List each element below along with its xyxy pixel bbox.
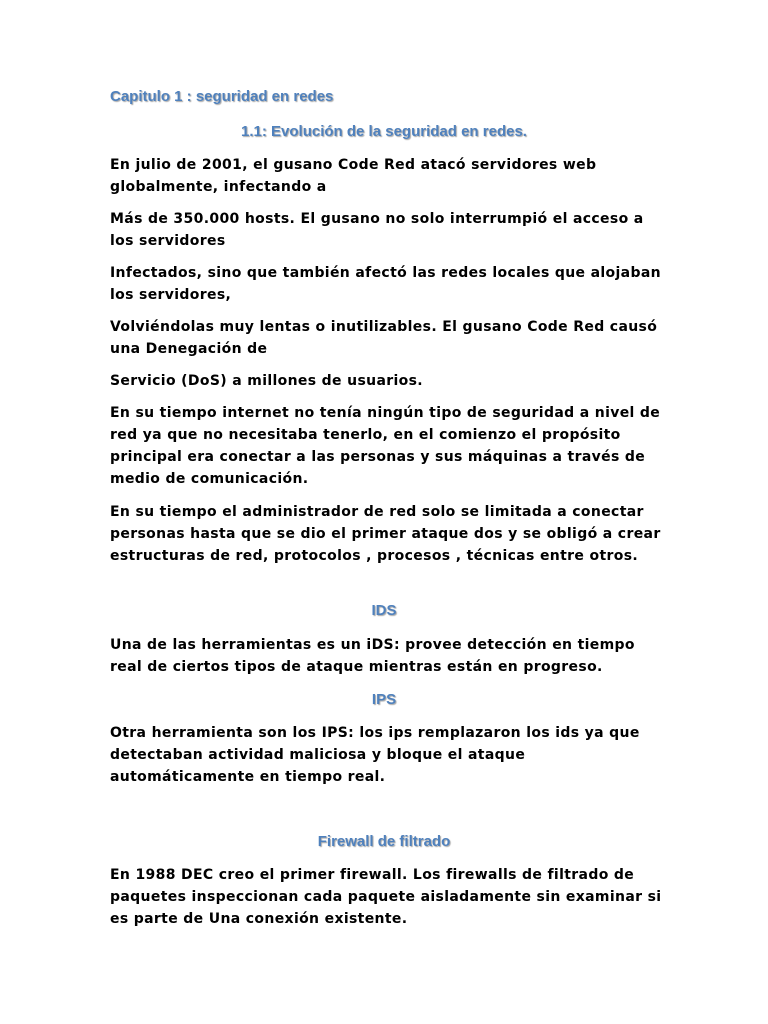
paragraph-code-red-5: Servicio (DoS) a millones de usuarios.	[110, 373, 423, 389]
paragraph-code-red-3: Infectados, sino que también afectó las redes locales que alojaban los servidores,	[110, 265, 661, 303]
ids-paragraph: Una de las herramientas es un iDS: provee detección en tiempo real de ciertos tipos de ataque mientras están en progreso.	[110, 637, 635, 675]
paragraph-code-red-1: En julio de 2001, el gusano Code Red atacó servidores web globalmente, infectando a	[110, 157, 597, 195]
ids-heading: IDS	[371, 602, 397, 619]
paragraph-network-admin: En su tiempo el administrador de red solo se limitada a conectar personas hasta que se dio el primer ataque dos y se obligó a crear estructuras de red, protocolos , procesos , técnicas entre otros.	[110, 504, 661, 564]
firewall-paragraph: En 1988 DEC creo el primer firewall. Los firewalls de filtrado de paquetes inspeccionan cada paquete aisladamente sin examinar si es parte de Una conexión existente.	[110, 867, 662, 927]
paragraph-internet-security: En su tiempo internet no tenía ningún tipo de seguridad a nivel de red ya que no necesitaba tenerlo, en el comienzo el propósito principal era conectar a las personas y sus máquinas a través de medio de comunicación.	[110, 405, 661, 487]
chapter-title: Capitulo 1 : seguridad en redes	[110, 88, 334, 105]
paragraph-code-red-4: Volviéndolas muy lentas o inutilizables. El gusano Code Red causó una Denegación de	[110, 319, 658, 357]
firewall-heading: Firewall de filtrado	[317, 833, 451, 850]
paragraph-code-red-2: Más de 350.000 hosts. El gusano no solo interrumpió el acceso a los servidores	[110, 211, 644, 249]
ips-paragraph: Otra herramienta son los IPS: los ips remplazaron los ids ya que detectaban actividad maliciosa y bloque el ataque automáticamente en tiempo real.	[110, 725, 640, 785]
ips-heading: IPS	[371, 691, 397, 708]
section-title: 1.1: Evolución de la seguridad en redes.	[241, 123, 527, 140]
